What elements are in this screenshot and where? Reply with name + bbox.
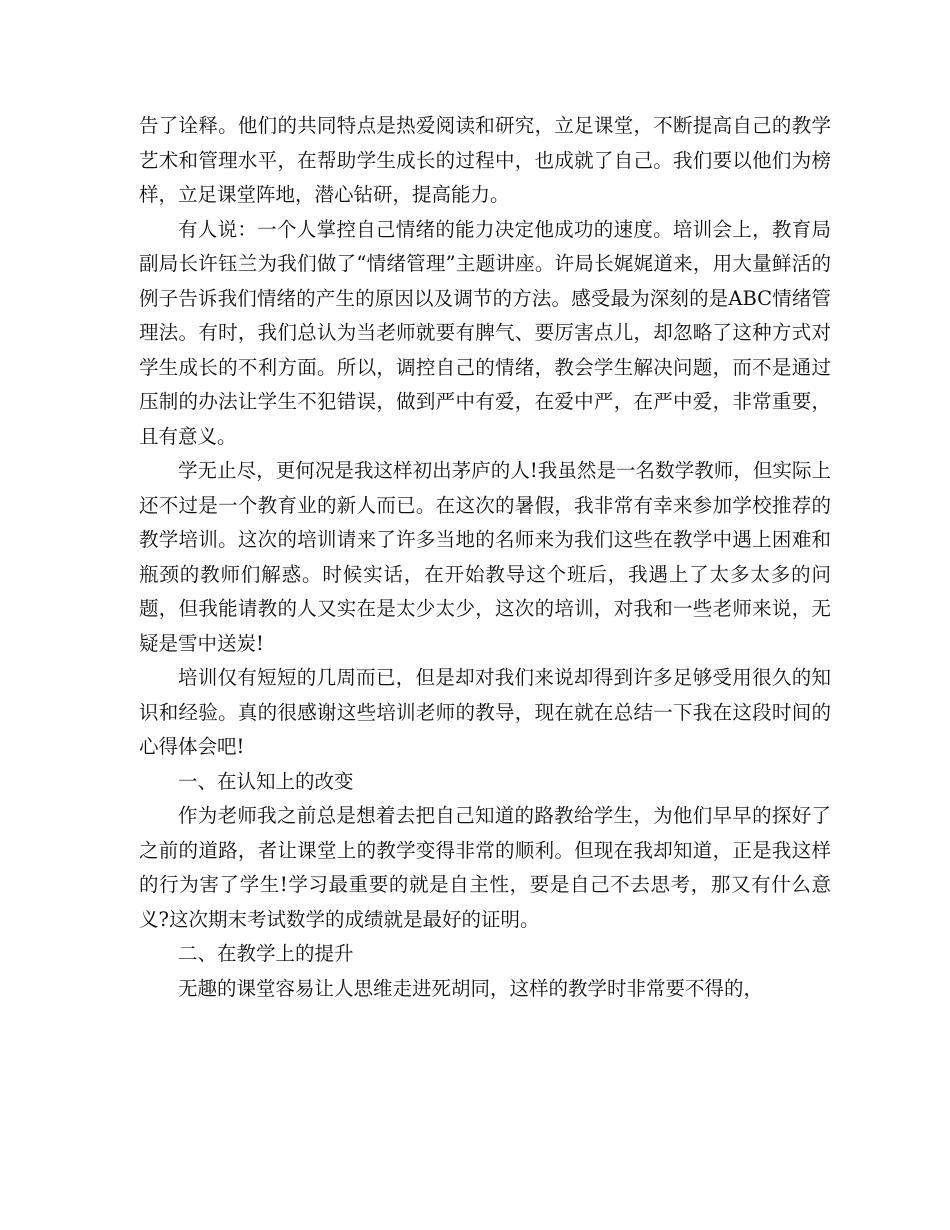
document-page: [139, 109, 831, 1006]
section-heading-cognition: 一、在认知上的改变: [178, 769, 354, 793]
paragraph-continuation: 告了诠释。他们的共同特点是热爱阅读和研究，立足课堂，不断提高自己的教学艺术和管理水平，在帮助学生成长的过程中，也成就了自己。我们要以他们为榜样，立足课堂阵地，潜心钻研，提高能力。: [139, 114, 831, 206]
paragraph-emotion-management: 有人说：一个人掌控自己情绪的能力决定他成功的速度。培训会上，教育局副局长许钰兰为我们做了“情绪管理”主题讲座。许局长娓娓道来，用大量鲜活的例子告诉我们情绪的产生的原因以及调节的方法。感受最为深刻的是ABC情绪管理法。有时，我们总认为当老师就要有脾气、要厉害点儿，却忽略了这种方式对学生成长的不利方面。所以，调控自己的情绪，教会学生解决问题，而不是通过压制的办法让学生不犯错误，做到严中有爱，在爱中严，在严中爱，非常重要，且有意义。: [139, 217, 831, 448]
paragraph-teaching: 无趣的课堂容易让人思维走进死胡同，这样的教学时非常要不得的，: [178, 976, 764, 1000]
section-heading-teaching: 二、在教学上的提升: [178, 942, 354, 965]
paragraph-cognition: 作为老师我之前总是想着去把自己知道的路教给学生，为他们早早的探好了之前的道路，者让课堂上的教学变得非常的顺利。但现在我却知道，正是我这样的行为害了学生!学习最重要的就是自主性，要是自己不去思考，那又有什么意义?这次期末考试数学的成绩就是最好的证明。: [139, 804, 831, 931]
paragraph-training-summary: 培训仅有短短的几周而已，但是却对我们来说却得到许多足够受用很久的知识和经验。真的很感谢这些培训老师的教导，现在就在总结一下我在这段时间的心得体会吧!: [139, 666, 831, 758]
paragraph-training-intro: 学无止尽，更何况是我这样初出茅庐的人!我虽然是一名数学教师，但实际上还不过是一个教育业的新人而已。在这次的暑假，我非常有幸来参加学校推荐的教学培训。这次的培训请来了许多当地的名师来为我们这些在教学中遇上困难和瓶颈的教师们解惑。时候实话，在开始教导这个班后，我遇上了太多太多的问题，但我能请教的人又实在是太少太少，这次的培训，对我和一些老师来说，无疑是雪中送炭!: [139, 459, 831, 655]
